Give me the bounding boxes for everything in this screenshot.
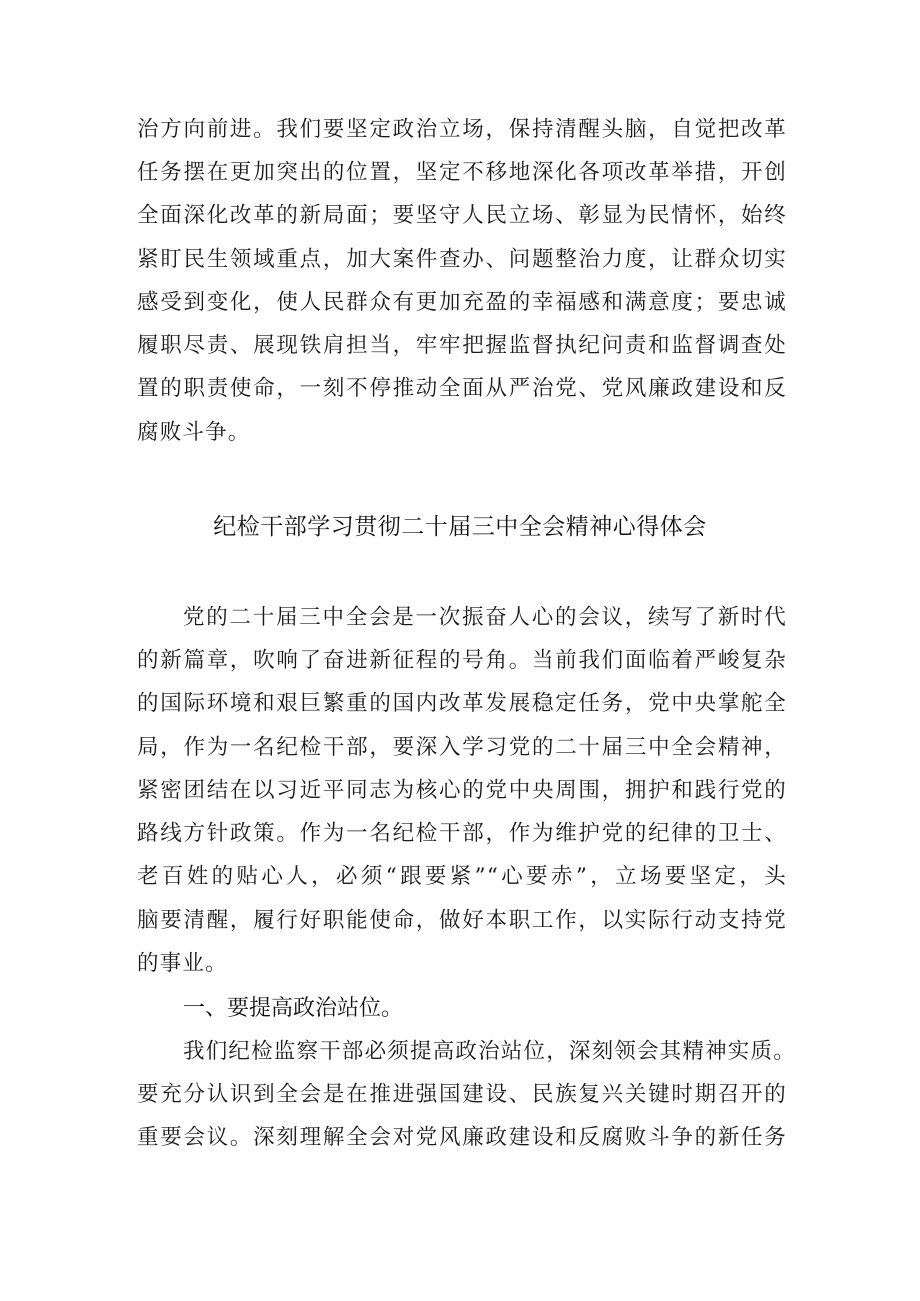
paragraph-line: 的新篇章，吹响了奋进新征程的号角。当前我们面临着严峻复杂 — [137, 648, 787, 673]
paragraph-line: 腐败斗争。 — [137, 420, 251, 445]
section-heading: 一、要提高政治站位。 — [183, 996, 404, 1021]
paragraph-line: 老百姓的贴心人，必须“跟要紧”“心要赤”，立场要坚定，头 — [137, 864, 787, 889]
paragraph-line: 我们纪检监察干部必须提高政治站位，深刻领会其精神实质。 — [183, 1039, 796, 1064]
paragraph-line: 紧密团结在以习近平同志为核心的党中央周围，拥护和践行党的 — [137, 778, 787, 803]
paragraph-line: 脑要清醒，履行好职能使命，做好本职工作，以实际行动支持党 — [137, 908, 787, 933]
paragraph-line: 任务摆在更加突出的位置，坚定不移地深化各项改革举措，开创 — [137, 160, 787, 185]
paragraph-line: 感受到变化，使人民群众有更加充盈的幸福感和满意度；要忠诚 — [137, 290, 787, 315]
document-title: 纪检干部学习贯彻二十届三中全会精神心得体会 — [213, 514, 707, 540]
paragraph-line: 重要会议。深刻理解全会对党风廉政建设和反腐败斗争的新任务 — [137, 1125, 787, 1150]
paragraph-line: 要充分认识到全会是在推进强国建设、民族复兴关键时期召开的 — [137, 1082, 787, 1107]
paragraph-line: 紧盯民生领域重点，加大案件查办、问题整治力度，让群众切实 — [137, 247, 787, 272]
paragraph-line: 履职尽责、展现铁肩担当，牢牢把握监督执纪问责和监督调查处 — [137, 333, 787, 358]
paragraph-line: 全面深化改革的新局面；要坚守人民立场、彰显为民情怀，始终 — [137, 203, 787, 228]
paragraph-line: 路线方针政策。作为一名纪检干部，作为维护党的纪律的卫士、 — [137, 821, 787, 846]
paragraph-line: 局，作为一名纪检干部，要深入学习党的二十届三中全会精神， — [137, 735, 787, 760]
paragraph-line: 置的职责使命，一刻不停推动全面从严治党、党风廉政建设和反 — [137, 376, 787, 401]
paragraph-line: 的国际环境和艰巨繁重的国内改革发展稳定任务，党中央掌舵全 — [137, 691, 787, 716]
paragraph-line: 治方向前进。我们要坚定政治立场，保持清醒头脑，自觉把改革 — [137, 117, 787, 142]
paragraph-line: 的事业。 — [137, 951, 228, 976]
paragraph-line: 党的二十届三中全会是一次振奋人心的会议，续写了新时代 — [183, 605, 787, 630]
